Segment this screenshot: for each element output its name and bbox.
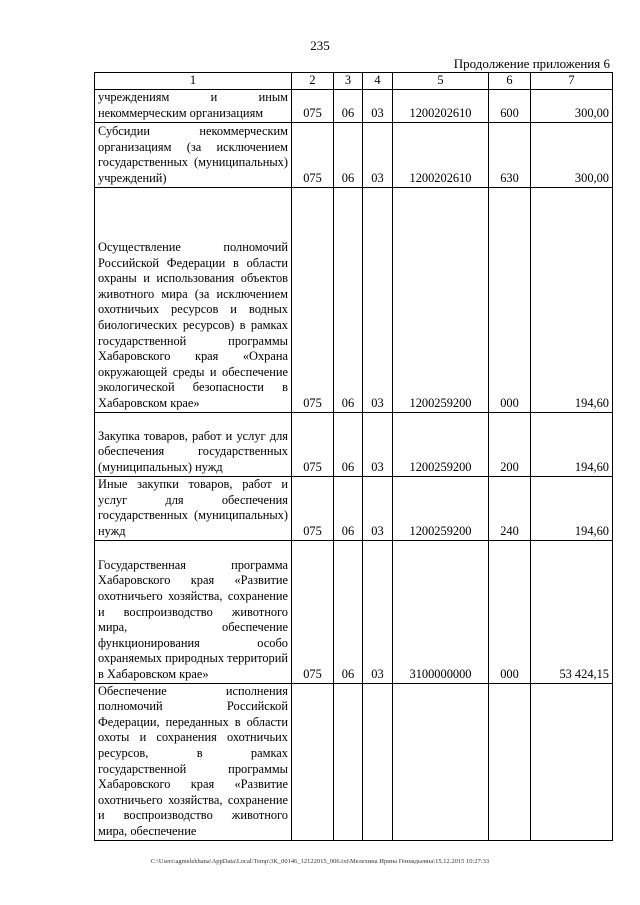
row-name: Государственная программа Хабаровского края «Развитие охотничьего хозяйства, сохранение и воспроизводство животного мира, обеспечение функционирования особо охраняемых природных территорий в Хабаровском крае» xyxy=(95,540,292,683)
row-expense-type: 000 xyxy=(489,187,531,412)
header-col-2: 2 xyxy=(292,73,334,90)
row-section: 06 xyxy=(334,540,363,683)
row-section: 06 xyxy=(334,89,363,122)
header-col-3: 3 xyxy=(334,73,363,90)
row-section: 06 xyxy=(334,122,363,187)
header-col-4: 4 xyxy=(363,73,393,90)
row-name: Закупка товаров, работ и услуг для обеспечения государственных (муниципальных) нужд xyxy=(95,412,292,476)
table-row xyxy=(95,683,613,840)
row-ministry: 075 xyxy=(292,540,334,683)
table-row xyxy=(95,89,613,122)
row-target: 3100000000 xyxy=(393,540,489,683)
row-ministry: 075 xyxy=(292,122,334,187)
row-subsection: 03 xyxy=(363,412,393,476)
table-row xyxy=(95,187,613,412)
row-section: 06 xyxy=(334,476,363,540)
row-ministry: 075 xyxy=(292,412,334,476)
header-col-5: 5 xyxy=(393,73,489,90)
table-row xyxy=(95,476,613,540)
row-amount xyxy=(531,683,613,840)
row-amount: 53 424,15 xyxy=(531,540,613,683)
row-target: 1200202610 xyxy=(393,89,489,122)
row-target: 1200259200 xyxy=(393,476,489,540)
row-target xyxy=(393,683,489,840)
row-amount: 194,60 xyxy=(531,187,613,412)
row-section xyxy=(334,683,363,840)
header-col-1: 1 xyxy=(95,73,292,90)
table-row xyxy=(95,540,613,683)
row-ministry: 075 xyxy=(292,187,334,412)
table-header-row xyxy=(95,73,613,90)
row-ministry: 075 xyxy=(292,476,334,540)
row-target: 1200259200 xyxy=(393,412,489,476)
row-subsection: 03 xyxy=(363,122,393,187)
row-subsection: 03 xyxy=(363,476,393,540)
row-amount: 194,60 xyxy=(531,476,613,540)
row-section: 06 xyxy=(334,412,363,476)
row-name: Иные закупки товаров, работ и услуг для обеспечения государственных (муниципальных) нужд xyxy=(95,476,292,540)
row-ministry xyxy=(292,683,334,840)
row-subsection xyxy=(363,683,393,840)
row-subsection: 03 xyxy=(363,187,393,412)
row-name: Субсидии некоммерческим организациям (за исключением государственных (муниципальных) учреждений) xyxy=(95,122,292,187)
row-name: Осуществление полномочий Российской Федерации в области охраны и использования объектов животного мира (за исключением охотничьих ресурсов и водных биологических ресурсов) в рамках государственной программы Хабаровского края «Охрана окружающей среды и обеспечение экологической безопасности в Хабаровском крае» xyxy=(95,187,292,412)
page-number: 235 xyxy=(310,38,330,53)
row-name: учреждениям и иным некоммерческим организациям xyxy=(95,89,292,122)
budget-table xyxy=(94,72,613,841)
row-ministry: 075 xyxy=(292,89,334,122)
row-target: 1200202610 xyxy=(393,122,489,187)
row-expense-type: 240 xyxy=(489,476,531,540)
table-row xyxy=(95,122,613,187)
row-subsection: 03 xyxy=(363,540,393,683)
row-expense-type: 000 xyxy=(489,540,531,683)
row-target: 1200259200 xyxy=(393,187,489,412)
header-col-7: 7 xyxy=(531,73,613,90)
row-expense-type: 600 xyxy=(489,89,531,122)
row-section: 06 xyxy=(334,187,363,412)
row-expense-type: 200 xyxy=(489,412,531,476)
row-name: Обеспечение исполнения полномочий Российской Федерации, переданных в области охоты и сохранения охотничьих ресурсов, в рамках государственной программы Хабаровского края «Развитие охотничьего хозяйства, сохранение и воспроизводство животного мира, обеспечение xyxy=(95,683,292,840)
row-amount: 300,00 xyxy=(531,89,613,122)
file-path-footer: C:\Users\agmelekhana\AppData\Local\Temp\3K_00146_12122015_006.txt\Мелехина Ирина Геннадьевна\15.12.2015 10:27:33 xyxy=(150,858,490,865)
row-amount: 300,00 xyxy=(531,122,613,187)
header-col-6: 6 xyxy=(489,73,531,90)
row-expense-type xyxy=(489,683,531,840)
continuation-title: Продолжение приложения 6 xyxy=(453,56,610,71)
row-subsection: 03 xyxy=(363,89,393,122)
row-amount: 194,60 xyxy=(531,412,613,476)
table-row xyxy=(95,412,613,476)
row-expense-type: 630 xyxy=(489,122,531,187)
